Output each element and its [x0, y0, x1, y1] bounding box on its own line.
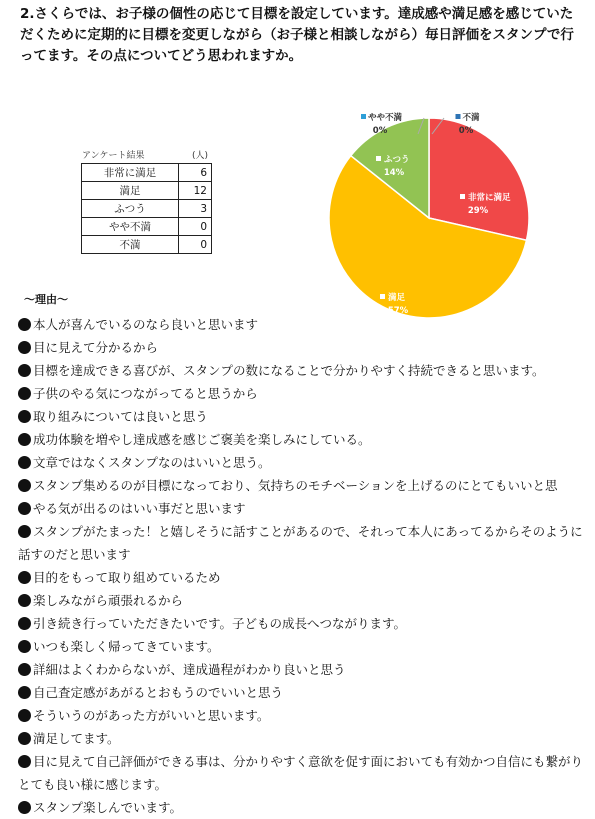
list-item	[18, 681, 595, 704]
reason-text: スタンプ集めるのが目標になっており、気持ちのモチベーションを上げるのにとてもいいと思	[33, 478, 558, 493]
list-item	[18, 658, 595, 681]
list-item	[18, 405, 595, 428]
bullet-icon	[18, 617, 31, 630]
reasons-list	[18, 313, 595, 819]
reason-text: 自己査定感があがるとおもうのでいいと思う	[33, 685, 284, 700]
reason-text: 本人が喜んでいるのなら良いと思います	[33, 317, 259, 332]
list-item	[18, 589, 595, 612]
list-item	[18, 566, 595, 589]
row-label: ふつう	[82, 200, 179, 218]
reason-text: 目的をもって取り組めているため	[33, 570, 221, 585]
slice-legend-marker	[456, 114, 461, 119]
slice-legend-marker	[361, 114, 366, 119]
list-item	[18, 336, 595, 359]
reasons-heading: ～理由～	[24, 293, 68, 306]
bullet-icon	[18, 502, 31, 515]
slice-category-label: やや不満	[367, 113, 403, 123]
reason-text: 引き続き行っていただきたいです。子どもの成長へつながります。	[33, 616, 407, 631]
list-item	[18, 313, 595, 336]
row-value: 3	[179, 200, 212, 218]
bullet-icon	[18, 732, 31, 745]
table-caption-label: アンケート結果	[82, 151, 145, 161]
slice-category-label: 非常に満足	[468, 193, 511, 203]
bullet-icon	[18, 410, 31, 423]
bullet-icon	[18, 433, 31, 446]
reason-text: そういうのがあった方がいいと思います。	[33, 708, 270, 723]
reason-text: 目に見えて分かるから	[33, 340, 159, 355]
bullet-icon	[18, 594, 31, 607]
table-row	[82, 164, 212, 182]
row-label: 非常に満足	[82, 164, 179, 182]
slice-legend-marker	[460, 194, 465, 199]
slice-legend-marker	[376, 156, 381, 161]
list-item	[18, 727, 595, 750]
row-value: 0	[179, 236, 212, 254]
slice-category-label: 満足	[388, 293, 406, 303]
question-text: 2.さくらでは、お子様の個性の応じて目標を設定しています。達成感や満足感を感じていただくために定期的に目標を変更しながら（お子様と相談しながら）毎日評価をスタンプで行ってます。その点についてどう思われますか。	[20, 6, 574, 64]
list-item	[18, 359, 595, 382]
slice-percent-label: 0%	[458, 126, 474, 136]
survey-table-caption	[82, 148, 208, 161]
slice-category-label: 不満	[462, 113, 480, 123]
row-label: 不満	[82, 236, 179, 254]
list-item	[18, 750, 595, 796]
slice-percent-label: 14%	[383, 168, 405, 178]
row-value: 6	[179, 164, 212, 182]
reason-text: スタンプがたまった！と嬉しそうに話すことがあるので、それって本人にあってるからそのように話すのだと思います	[18, 524, 583, 562]
table-row	[82, 236, 212, 254]
bullet-icon	[18, 364, 31, 377]
reason-text: 詳細はよくわからないが、達成過程がわかり良いと思う	[33, 662, 346, 677]
row-value: 12	[179, 182, 212, 200]
list-item	[18, 382, 595, 405]
reason-text: 満足してます。	[33, 731, 120, 746]
bullet-icon	[18, 318, 31, 331]
bullet-icon	[18, 387, 31, 400]
reason-text: 文章ではなくスタンプなのはいいと思う。	[33, 455, 271, 470]
bullet-icon	[18, 525, 31, 538]
reason-text: 目に見えて自己評価ができる事は、分かりやすく意欲を促す面においても有効かつ自信にも繋がりとても良い様に感じます。	[18, 754, 584, 792]
row-label: 満足	[82, 182, 179, 200]
list-item	[18, 497, 595, 520]
table-unit-label: (人)	[191, 151, 208, 161]
bullet-icon	[18, 571, 31, 584]
bullet-icon	[18, 341, 31, 354]
slice-percent-label: 57%	[387, 306, 409, 316]
bullet-icon	[18, 456, 31, 469]
list-item	[18, 451, 595, 474]
table-row	[82, 218, 212, 236]
table-row	[82, 182, 212, 200]
reason-text: 成功体験を増やし達成感を感じご褒美を楽しみにしている。	[33, 432, 371, 447]
list-item	[18, 612, 595, 635]
reason-text: 取り組みについては良いと思う	[33, 409, 208, 424]
slice-legend-marker	[380, 294, 385, 299]
slice-percent-label: 29%	[467, 206, 489, 216]
reason-text: 楽しみながら頑張れるから	[33, 593, 184, 608]
reason-text: やる気が出るのはいい事だと思います	[33, 501, 246, 516]
reason-text: 子供のやる気につながってると思うから	[33, 386, 258, 401]
list-item	[18, 428, 595, 451]
bullet-icon	[18, 686, 31, 699]
list-item	[18, 704, 595, 727]
slice-percent-label: 0%	[372, 126, 388, 136]
bullet-icon	[18, 663, 31, 676]
list-item	[18, 474, 595, 497]
pie-chart	[320, 100, 540, 340]
reason-text: スタンプ楽しんでいます。	[33, 800, 183, 815]
bullet-icon	[18, 640, 31, 653]
list-item	[18, 635, 595, 658]
slice-category-label: ふつう	[384, 155, 410, 165]
row-value: 0	[179, 218, 212, 236]
reason-text: いつも楽しく帰ってきています。	[33, 639, 220, 654]
reason-text: 目標を達成できる喜びが、スタンプの数になることで分かりやすく持続できると思います。	[33, 363, 545, 378]
bullet-icon	[18, 709, 31, 722]
bullet-icon	[18, 755, 31, 768]
bullet-icon	[18, 479, 31, 492]
row-label: やや不満	[82, 218, 179, 236]
list-item	[18, 520, 595, 566]
table-row	[82, 200, 212, 218]
list-item	[18, 796, 595, 819]
survey-results-table	[81, 163, 212, 254]
